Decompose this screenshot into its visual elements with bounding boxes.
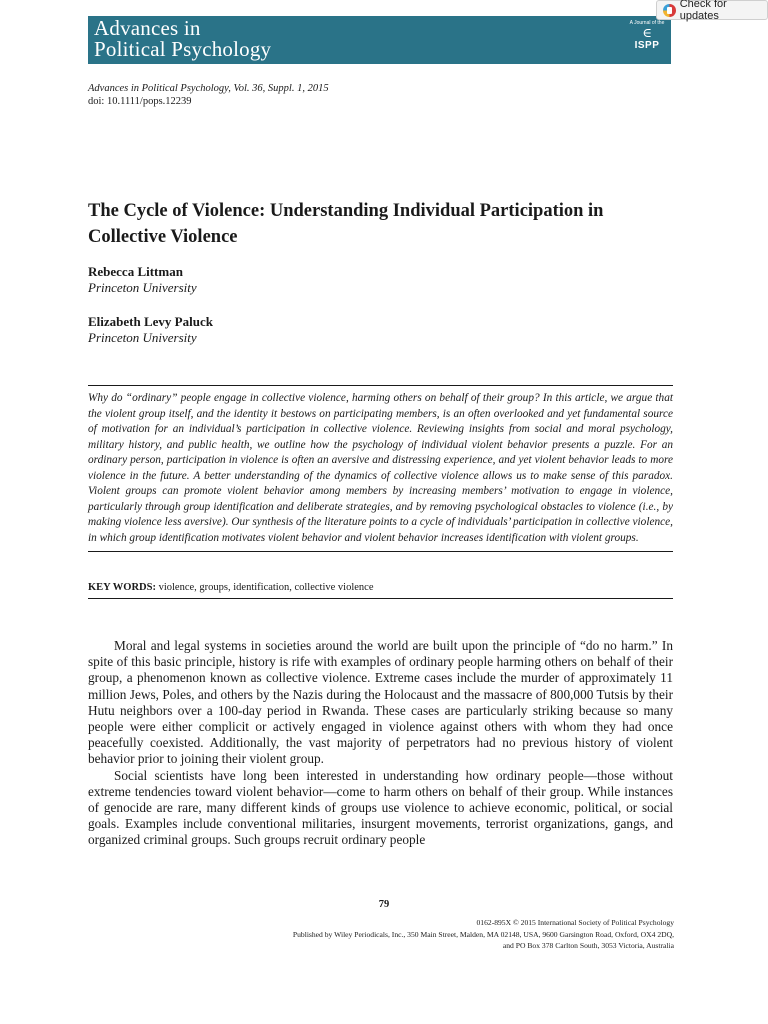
journal-banner <box>88 16 671 64</box>
author-affiliation: Princeton University <box>88 330 197 345</box>
crossmark-icon <box>663 4 676 17</box>
journal-citation: Advances in Political Psychology, Vol. 36, Suppl. 1, 2015 <box>88 83 329 94</box>
check-for-updates-label: Check for updates <box>679 0 727 22</box>
article-title: The Cycle of Violence: Understanding Individual Participation in Collective Violence <box>88 201 604 247</box>
footer-publisher: Published by Wiley Periodicals, Inc., 350 Main Street, Malden, MA 02148, USA, 9600 Garsington Road, Oxford, OX4 2DQ, <box>292 929 674 939</box>
abstract-box <box>88 385 673 552</box>
keywords-label: KEY WORDS: <box>88 582 156 593</box>
author-name: Rebecca Littman <box>88 264 183 279</box>
keywords-text: violence, groups, identification, collective violence <box>158 582 374 593</box>
citation-block <box>88 82 329 108</box>
footer-address: and PO Box 378 Carlton South, 3053 Victoria, Australia <box>502 941 674 950</box>
author-name: Elizabeth Levy Paluck <box>88 314 213 329</box>
body-paragraph-1: Moral and legal systems in societies around the world are built upon the principle of “do no harm.” In spite of this basic principle, history is rife with examples of ordinary people harming others on behalf of their group, a phenomenon known as collective violence. Extreme cases include the murder of approximately 11 million Jews, Poles, and others by the Nazis during the Holocaust and the massacre of 800,000 Tutsis by their Hutu neighbors over a 100-day period in Rwanda. These cases are particularly striking because so many people were either complicit or actively engaged in violence against others with whom they had once peacefully coexisted. Additionally, the vast majority of perpetrators had no previous history of violent behavior prior to joining their violent group. <box>88 638 673 767</box>
logo-text: ISPP <box>634 40 660 51</box>
body-paragraph-2: Social scientists have long been interested in understanding how ordinary people—those without extreme tendencies toward violent behavior—come to harm others on behalf of their group. While instances of genocide are rare, many different kinds of groups use violence to achieve economic, political, or social goals. Examples include conventional militaries, insurgent movements, terrorist organizations, gangs, and organized criminal groups. Such groups recruit ordinary people <box>88 767 673 848</box>
footer-copyright: 0162-895X © 2015 International Society of Political Psychology <box>476 918 674 927</box>
article-body <box>88 638 673 849</box>
journal-title-line1: Advances in <box>94 16 201 40</box>
author-affiliation: Princeton University <box>88 280 197 295</box>
ispp-logo <box>627 20 667 60</box>
doi: doi: 10.1111/pops.12239 <box>88 96 192 107</box>
journal-title-line2: Political Psychology <box>94 37 272 61</box>
author-2 <box>88 314 213 346</box>
keywords <box>88 581 373 595</box>
logo-caption: A Journal of the <box>629 20 665 26</box>
ispp-emblem-icon: ∈ <box>642 25 652 40</box>
abstract: Why do “ordinary” people engage in collective violence, harming others on behalf of their group? In this article, we argue that the violent group itself, and the identity it bestows on participating members, is an often overlooked and yet fundamental source of motivation for an individual’s participation in collective violence. Reviewing insights from social and moral psychology, military history, and public health, we outline how the psychology of individual violent behavior presents a puzzle. For an ordinary person, participation in violence is often an aversive and distressing experience, and yet violent behavior leads to more violence in the future. A better understanding of the dynamics of collective violence allows us to make sense of this paradox. Violent groups can promote violent behavior among members by increasing members’ motivation to engage in violence, particularly through group identification and deliberate strategies, and by removing psychological obstacles to violence (i.e., by making violence less aversive). Our synthesis of the literature points to a cycle of individuals’ participation in collective violence, in which group identification motivates violent behavior and violent behavior increases identification with violent groups. <box>88 392 673 544</box>
check-for-updates-button[interactable] <box>656 0 768 20</box>
keywords-divider <box>88 598 673 599</box>
journal-title <box>94 18 271 60</box>
publisher-footer <box>293 917 674 952</box>
page-number: 79 <box>378 899 390 910</box>
author-1 <box>88 264 197 296</box>
